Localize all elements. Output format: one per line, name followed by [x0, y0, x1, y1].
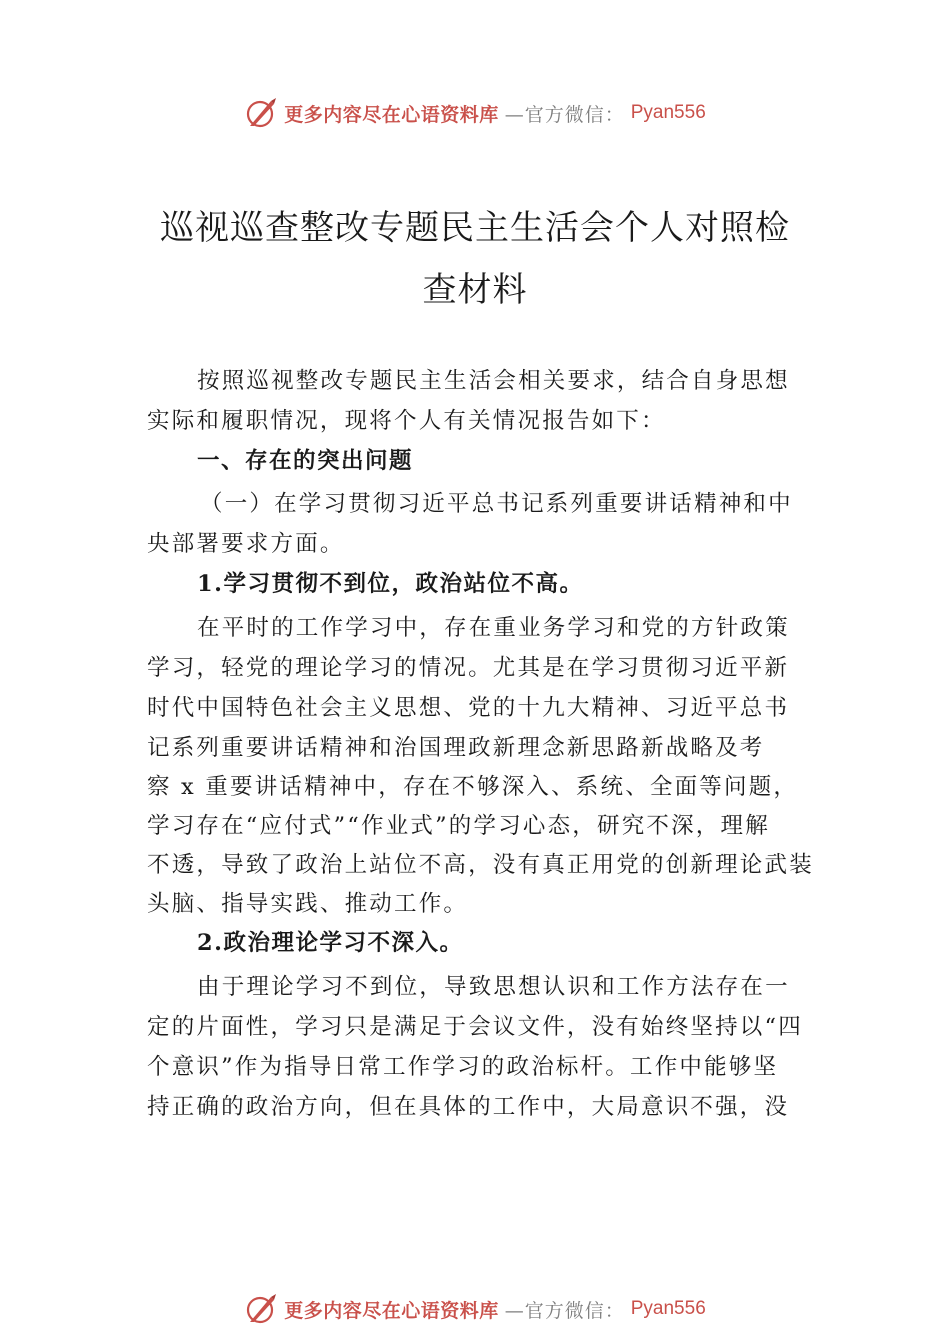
watermark-header: [0, 96, 950, 130]
paragraph-line: 头脑、指导实践、推动工作。: [147, 891, 469, 917]
document-title-line-1: 巡视巡查整改专题民主生活会个人对照检: [160, 208, 790, 248]
subsection-heading-continued: 央部署要求方面。: [147, 531, 345, 557]
watermark-wechat-id: Pyan556: [630, 102, 706, 123]
paragraph-line: 不透，导致了政治上站位不高，没有真正用党的创新理论武装: [147, 852, 814, 878]
paragraph-line: 察 x 重要讲话精神中，存在不够深入、系统、全面等问题，: [147, 774, 799, 800]
paragraph-line: 由于理论学习不到位，导致思想认识和工作方法存在一: [197, 974, 790, 1000]
paragraph-line: 持正确的政治方向，但在具体的工作中，大局意识不强，没: [147, 1094, 790, 1120]
paragraph-line: 学习，轻党的理论学习的情况。尤其是在学习贯彻习近平新: [147, 655, 790, 681]
watermark-wechat-id: Pyan556: [630, 1298, 706, 1319]
point-heading-2: 2.政治理论学习不深入。: [197, 930, 464, 956]
document-title-line-2: 查材料: [422, 270, 528, 310]
paragraph-line: 在平时的工作学习中，存在重业务学习和党的方针政策: [197, 615, 790, 641]
watermark-wechat-label: —官方微信：: [504, 1299, 625, 1322]
paragraph-line: 记系列重要讲话精神和治国理政新理念新思路新战略及考: [147, 735, 765, 761]
watermark-footer: [0, 1292, 950, 1326]
paragraph-line: 定的片面性，学习只是满足于会议文件，没有始终坚持以“四: [147, 1014, 803, 1040]
subsection-heading: （一）在学习贯彻习近平总书记系列重要讲话精神和中: [200, 491, 793, 517]
point-heading-1: 1.学习贯彻不到位，政治站位不高。: [197, 571, 584, 597]
watermark-library-text: 更多内容尽在心语资料库: [284, 103, 499, 126]
quill-pen-logo-icon: [244, 96, 278, 130]
paragraph-line: 时代中国特色社会主义思想、党的十九大精神、习近平总书: [147, 695, 790, 721]
watermark-library-text: 更多内容尽在心语资料库: [284, 1299, 499, 1322]
paragraph-line: 个意识”作为指导日常工作学习的政治标杆。工作中能够坚: [147, 1054, 779, 1080]
watermark-wechat-label: —官方微信：: [504, 103, 625, 126]
paragraph-line: 实际和履职情况，现将个人有关情况报告如下：: [147, 408, 666, 434]
quill-pen-logo-icon: [244, 1292, 278, 1326]
section-heading: 一、存在的突出问题: [197, 448, 414, 474]
paragraph-line: 学习存在“应付式”“作业式”的学习心态，研究不深，理解: [147, 813, 770, 839]
paragraph-line: 按照巡视整改专题民主生活会相关要求，结合自身思想: [197, 368, 790, 394]
